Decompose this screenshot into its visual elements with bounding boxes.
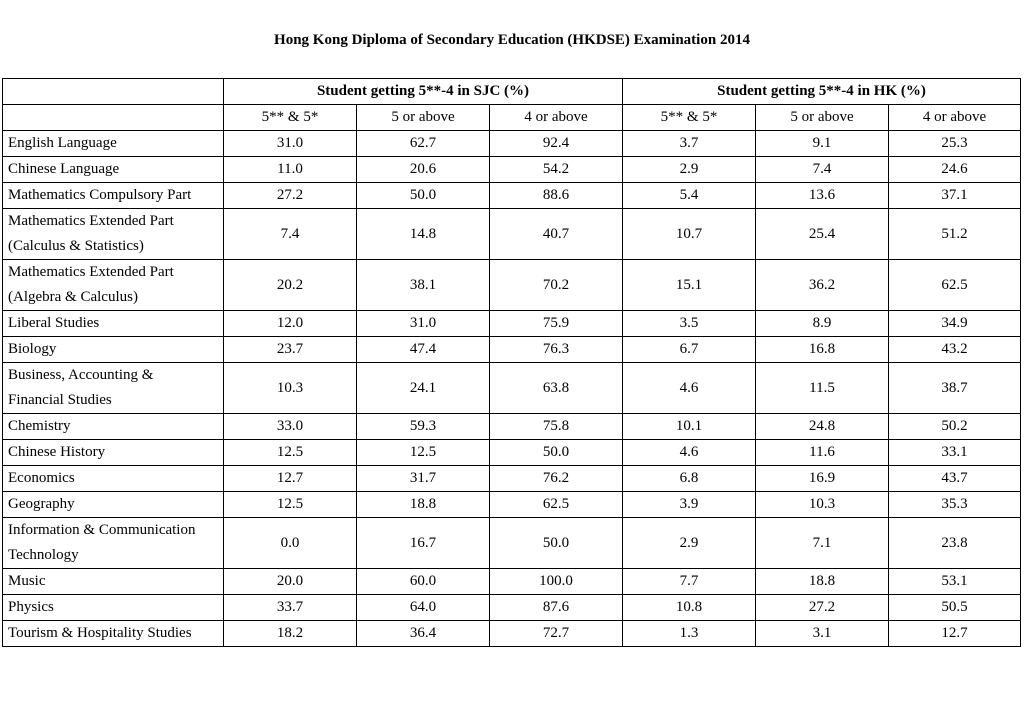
value-cell: 40.7 (490, 209, 623, 260)
value-cell: 7.7 (623, 569, 756, 595)
value-cell: 2.9 (623, 518, 756, 569)
value-cell: 62.5 (490, 492, 623, 518)
value-cell: 33.0 (224, 414, 357, 440)
value-cell: 7.4 (756, 157, 889, 183)
group-header-hk: Student getting 5**-4 in HK (%) (623, 79, 1021, 105)
subject-cell (3, 492, 224, 518)
subject-name: Liberal Studies (8, 315, 100, 331)
value-cell: 62.5 (889, 260, 1021, 311)
group-header-sjc: Student getting 5**-4 in SJC (%) (224, 79, 623, 105)
table-body (3, 131, 1021, 647)
column-header: 5** & 5* (224, 105, 357, 131)
table-row (3, 337, 1021, 363)
subject-name: Chemistry (8, 418, 71, 434)
subject-name: Financial Studies (8, 392, 112, 408)
value-cell: 36.2 (756, 260, 889, 311)
value-cell: 37.1 (889, 183, 1021, 209)
subject-name: Physics (8, 599, 54, 615)
value-cell: 12.5 (224, 492, 357, 518)
value-cell: 18.8 (357, 492, 490, 518)
value-cell: 23.8 (889, 518, 1021, 569)
value-cell: 51.2 (889, 209, 1021, 260)
value-cell: 76.2 (490, 466, 623, 492)
value-cell: 12.5 (224, 440, 357, 466)
value-cell: 76.3 (490, 337, 623, 363)
value-cell: 20.2 (224, 260, 357, 311)
value-cell: 18.2 (224, 621, 357, 647)
subject-name: English Language (8, 135, 117, 151)
header-corner (3, 79, 224, 105)
subject-cell (3, 569, 224, 595)
value-cell: 34.9 (889, 311, 1021, 337)
value-cell: 11.0 (224, 157, 357, 183)
value-cell: 50.5 (889, 595, 1021, 621)
value-cell: 3.9 (623, 492, 756, 518)
column-header: 5 or above (357, 105, 490, 131)
value-cell: 50.0 (490, 440, 623, 466)
subject-name: Geography (8, 496, 75, 512)
value-cell: 24.8 (756, 414, 889, 440)
group-header-row (3, 79, 1021, 105)
subject-name: (Calculus & Statistics) (8, 238, 144, 254)
value-cell: 0.0 (224, 518, 357, 569)
value-cell: 11.6 (756, 440, 889, 466)
subject-cell (3, 440, 224, 466)
value-cell: 6.8 (623, 466, 756, 492)
table-row (3, 569, 1021, 595)
value-cell: 9.1 (756, 131, 889, 157)
value-cell: 3.7 (623, 131, 756, 157)
value-cell: 10.1 (623, 414, 756, 440)
value-cell: 92.4 (490, 131, 623, 157)
value-cell: 59.3 (357, 414, 490, 440)
value-cell: 47.4 (357, 337, 490, 363)
value-cell: 53.1 (889, 569, 1021, 595)
results-table (2, 78, 1021, 647)
value-cell: 12.5 (357, 440, 490, 466)
value-cell: 10.3 (756, 492, 889, 518)
table-row (3, 209, 1021, 260)
value-cell: 38.1 (357, 260, 490, 311)
value-cell: 4.6 (623, 440, 756, 466)
table-row (3, 414, 1021, 440)
subject-name: Technology (8, 547, 79, 563)
value-cell: 43.7 (889, 466, 1021, 492)
value-cell: 15.1 (623, 260, 756, 311)
value-cell: 20.6 (357, 157, 490, 183)
value-cell: 25.4 (756, 209, 889, 260)
header-corner (3, 105, 224, 131)
value-cell: 13.6 (756, 183, 889, 209)
subject-cell (3, 595, 224, 621)
value-cell: 43.2 (889, 337, 1021, 363)
value-cell: 5.4 (623, 183, 756, 209)
value-cell: 12.7 (224, 466, 357, 492)
value-cell: 54.2 (490, 157, 623, 183)
column-header: 5 or above (756, 105, 889, 131)
subject-name: (Algebra & Calculus) (8, 289, 138, 305)
value-cell: 88.6 (490, 183, 623, 209)
value-cell: 7.1 (756, 518, 889, 569)
subject-cell (3, 363, 224, 414)
table-row (3, 492, 1021, 518)
column-header: 5** & 5* (623, 105, 756, 131)
value-cell: 50.2 (889, 414, 1021, 440)
value-cell: 18.8 (756, 569, 889, 595)
value-cell: 70.2 (490, 260, 623, 311)
value-cell: 16.8 (756, 337, 889, 363)
value-cell: 38.7 (889, 363, 1021, 414)
table-row (3, 131, 1021, 157)
value-cell: 60.0 (357, 569, 490, 595)
value-cell: 10.8 (623, 595, 756, 621)
subject-cell (3, 414, 224, 440)
value-cell: 31.7 (357, 466, 490, 492)
value-cell: 11.5 (756, 363, 889, 414)
table-row (3, 621, 1021, 647)
subject-cell (3, 260, 224, 311)
subject-cell (3, 183, 224, 209)
table-row (3, 518, 1021, 569)
value-cell: 2.9 (623, 157, 756, 183)
subject-name: Mathematics Extended Part (8, 264, 174, 280)
value-cell: 14.8 (357, 209, 490, 260)
value-cell: 64.0 (357, 595, 490, 621)
value-cell: 75.9 (490, 311, 623, 337)
value-cell: 87.6 (490, 595, 623, 621)
value-cell: 10.7 (623, 209, 756, 260)
table-row (3, 466, 1021, 492)
subject-name: Music (8, 573, 46, 589)
table-row (3, 311, 1021, 337)
value-cell: 31.0 (357, 311, 490, 337)
subject-name: Mathematics Extended Part (8, 213, 174, 229)
value-cell: 33.1 (889, 440, 1021, 466)
value-cell: 63.8 (490, 363, 623, 414)
value-cell: 27.2 (756, 595, 889, 621)
table-row (3, 183, 1021, 209)
table-row (3, 363, 1021, 414)
page-title: Hong Kong Diploma of Secondary Education (HKDSE) Examination 2014 (274, 32, 750, 48)
value-cell: 1.3 (623, 621, 756, 647)
value-cell: 24.1 (357, 363, 490, 414)
subject-cell (3, 337, 224, 363)
column-header: 4 or above (889, 105, 1021, 131)
subject-name: Tourism & Hospitality Studies (8, 625, 192, 641)
subject-cell (3, 131, 224, 157)
value-cell: 3.5 (623, 311, 756, 337)
value-cell: 6.7 (623, 337, 756, 363)
subject-cell (3, 311, 224, 337)
value-cell: 25.3 (889, 131, 1021, 157)
subject-name: Biology (8, 341, 57, 357)
subject-name: Business, Accounting & (8, 367, 154, 383)
value-cell: 24.6 (889, 157, 1021, 183)
value-cell: 20.0 (224, 569, 357, 595)
subject-name: Economics (8, 470, 75, 486)
value-cell: 4.6 (623, 363, 756, 414)
column-header: 4 or above (490, 105, 623, 131)
value-cell: 10.3 (224, 363, 357, 414)
table-row (3, 260, 1021, 311)
table-row (3, 157, 1021, 183)
value-cell: 3.1 (756, 621, 889, 647)
value-cell: 23.7 (224, 337, 357, 363)
subject-name: Information & Communication (8, 522, 196, 538)
value-cell: 8.9 (756, 311, 889, 337)
table-row (3, 440, 1021, 466)
value-cell: 72.7 (490, 621, 623, 647)
subject-cell (3, 466, 224, 492)
subject-cell (3, 621, 224, 647)
subject-name: Chinese History (8, 444, 106, 460)
sub-header-row (3, 105, 1021, 131)
value-cell: 36.4 (357, 621, 490, 647)
value-cell: 27.2 (224, 183, 357, 209)
subject-cell (3, 157, 224, 183)
value-cell: 16.9 (756, 466, 889, 492)
value-cell: 33.7 (224, 595, 357, 621)
value-cell: 50.0 (357, 183, 490, 209)
table-row (3, 595, 1021, 621)
subject-name: Chinese Language (8, 161, 120, 177)
subject-name: Mathematics Compulsory Part (8, 187, 192, 203)
value-cell: 16.7 (357, 518, 490, 569)
value-cell: 31.0 (224, 131, 357, 157)
value-cell: 12.0 (224, 311, 357, 337)
subject-cell (3, 518, 224, 569)
value-cell: 12.7 (889, 621, 1021, 647)
value-cell: 35.3 (889, 492, 1021, 518)
value-cell: 50.0 (490, 518, 623, 569)
value-cell: 62.7 (357, 131, 490, 157)
value-cell: 75.8 (490, 414, 623, 440)
value-cell: 7.4 (224, 209, 357, 260)
subject-cell (3, 209, 224, 260)
value-cell: 100.0 (490, 569, 623, 595)
